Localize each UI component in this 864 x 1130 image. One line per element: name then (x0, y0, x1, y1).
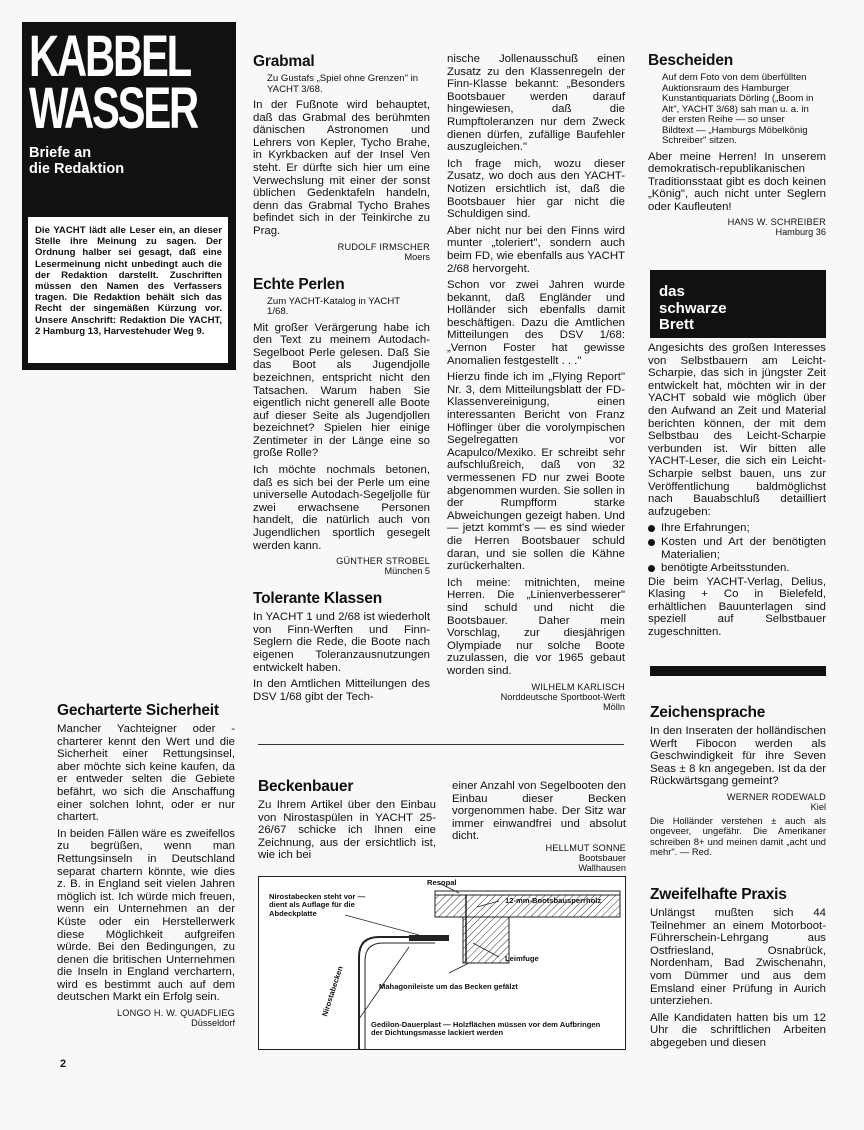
reference-note: Zu Gustafs „Spiel ohne Grenzen" in YACHT 3/68. (267, 73, 419, 95)
signature-name: WILHELM KARLISCH (531, 681, 625, 692)
signature-name: RUDOLF IRMSCHER (337, 241, 430, 252)
paragraph: Aber nicht nur bei den Finns wird munter „toleriert", sondern auch beim FD, wie ebenfalls aus YACHT 2/68 hervorgeht. (447, 224, 625, 275)
signature-name: HELLMUT SONNE (545, 842, 626, 853)
brett-line-1: das (659, 283, 685, 300)
masthead-subtitle-2: die Redaktion (29, 161, 125, 177)
label-leimfuge: Leimfuge (505, 954, 539, 963)
paragraph: Alle Kandidaten hatten bis um 12 Uhr die schriftlichen Arbeiten abgegeben und diesen (650, 1011, 826, 1049)
page-number: 2 (60, 1058, 67, 1070)
paragraph: nische Jollenausschuß einen Zusatz zu den Klassenregeln der Finn-Klasse bekannt: „Besonders Bootsbauer werden darauf hingewiesen, daß die Rumpftoleranzen nur dem Zweck dienen dürfen, zufällige Baufehler auszugleichen." (447, 53, 625, 154)
paragraph: Angesichts des großen Interesses von Selbstbauern am Leicht-Scharpie, das sich in jüngster Zeit entwickelt hat, möchten wir in der YACHT sobald wie möglich über den Aufwand an Zeit und Material berichten können, der mit dem Selbstbau des Leicht-Scharpie verbunden ist. Wir bitten alle YACHT-Leser, die sich ein Leicht-Scharpie selbst bauen, uns zur Veröffentlichung baldmöglichst nach Bauabschluß detailliert aufzugeben: (648, 342, 826, 518)
masthead (22, 22, 236, 370)
signature (253, 556, 430, 576)
signature-place: Moers (404, 251, 430, 262)
signature-place: Hamburg 36 (775, 227, 826, 238)
signature-name: GÜNTHER STROBEL (336, 556, 430, 567)
article-title-perlen: Echte Perlen (253, 275, 345, 293)
sink-lip (409, 935, 449, 941)
paragraph: Schon vor zwei Jahren wurde bekannt, daß Engländer und Holländer sich ebenfalls damit beschäftigen. Dazu die Amtlichen Mitteilungen des DSV 1/68: „Vernon Foster hat gewisse Anomalien festgestellt . . ." (447, 279, 625, 367)
paragraph: In den Inseraten der holländischen Werft Fibocon werden als Geschwindigkeit für ihre Seven Seas ± 8 kn angegeben. Ist da der Rückwärtsgang gemeint? (650, 725, 826, 788)
brett-line-3: Brett (659, 316, 695, 333)
list-item: Ihre Erfahrungen; (648, 522, 826, 535)
article-beckenbauer-cont (452, 780, 626, 877)
paragraph: Ich meine: mitnichten, meine Herren. Die „Linienverbesserer" sind schuld und nicht die Bootsbauer. Daher mein Vorschlag, zur diesjährigen Olympiade nur solche Boote zuzulassen, die vor 1965 gebaut worden sind. (447, 576, 625, 677)
article-title: Zeichensprache (650, 704, 766, 721)
schwarze-brett-body (648, 342, 826, 643)
article-title: Zweifelhafte Praxis (650, 886, 787, 903)
paragraph: Mit großer Verärgerung habe ich den Text zu meinem Autodach-Segelboot Perle gelesen. Daß Sie das Boot als Jugendjolle bezeichnen, entspricht nicht den Tatsachen. Warum haben Sie eigentlich nicht generell alle Boote auf dieser Seite als Jugendjollen bezeichnet? Spielen hier einige Zentimeter in der Länge eine so große Rolle? (253, 321, 430, 460)
masthead-title-kabbel: KABBEL (29, 24, 191, 89)
list-item: Kosten und Art der benötigten Materialien; (648, 536, 826, 561)
bullet-icon (648, 565, 655, 572)
article-zweifelhafte-praxis (650, 886, 826, 1054)
signature (253, 242, 430, 262)
paragraph: Aber meine Herren! In unserem demokratisch-republikanischen Traditionsstaat gibt es doch keinen „König", auch nicht unter Seglern oder Kaufleuten! (648, 150, 826, 213)
article-title-tolerante: Tolerante Klassen (253, 590, 382, 608)
signature-name: HANS W. SCHREIBER (727, 217, 826, 228)
column-2 (253, 53, 430, 707)
reference-note: Zum YACHT-Katalog in YACHT 1/68. (267, 295, 400, 318)
label-gedilon: Gedilon-Dauerplast — Holzflächen müssen vor dem Aufbringen der Dichtungsmasse lackiert werden (371, 1020, 601, 1038)
article-beckenbauer (258, 778, 436, 866)
article-title: Beckenbauer (258, 778, 354, 795)
masthead-info-box: Die YACHT lädt alle Leser ein, an dieser Stelle ihre Meinung zu sagen. Der Ordnung halber sei gesagt, daß eine Lesermeinung nicht unbedingt auch die der Redaktion darstellt. Zuschriften müssen den Namen des Verfassers tragen. Die Redaktion behält sich das Recht der singemäßen Kürzung vor. Unsere Anschrift: Redaktion Die YACHT, 2 Hamburg 13, Harvestehuder Weg 9. (28, 217, 228, 363)
masthead-title-wasser: WASSER (29, 76, 198, 141)
paragraph: Ich möchte nochmals betonen, daß es sich bei der Perle um eine universelle Autodach-Segeljolle für zwei erwachsene Personen handelt, die natürlich auch von Jugendlichen sportlich gesegelt werden kann. (253, 464, 430, 552)
article-gecharterte-sicherheit (57, 702, 235, 1032)
signature-place: Bootsbauer (579, 852, 626, 863)
signature (57, 1008, 235, 1028)
signature-place: Mölln (603, 701, 625, 712)
mahogany-strip (463, 917, 509, 963)
signature (452, 843, 626, 873)
signature-place: Kiel (810, 801, 826, 812)
section-divider (258, 744, 624, 745)
label-nirostabecken-vor: Nirostabecken steht vor — dient als Auflage für die Abdeckplatte (269, 892, 366, 918)
bullet-icon (648, 539, 655, 546)
sink-installation-diagram (258, 876, 626, 1050)
signature-name: LONGO H. W. QUADFLIEG (116, 1008, 235, 1019)
signature-place: Wallhausen (578, 862, 626, 873)
paragraph: Ich frage mich, wozu dieser Zusatz, wo doch aus den YACHT-Notizen ersichtlich ist, daß die Bootsbauer hier gar nicht die Schuldigen sind. (447, 157, 625, 221)
editor-note: Die Holländer verstehen ± auch als ongeveer, ungefähr. Die Amerikaner schreiben 8+ und meinen damit „acht und mehr". — Red. (650, 814, 826, 858)
reference-note: Auf dem Foto von dem überfüllten Auktionsraum des Hamburger Kunstantiquariats Dörling („Boom in Alt", YACHT 3/68) sah man u. a. in der ersten Reihe — so unser Bildtext — „Hamburgs Möbelkönig Schreiber" sitzen. (662, 72, 814, 146)
paragraph: Unlängst mußten sich 44 Teilnehmer an einem Motorboot-Führerschein-Lehrgang aus Ostfriesland, Osnabrück, Nordenham, Bad Zwischenahn, vom Dümmer und aus dem Emsland einer Prüfung in Aurich unterziehen. (650, 907, 826, 1008)
signature-place: Düsseldorf (191, 1018, 235, 1029)
bullet-icon (648, 525, 655, 532)
article-title: Gecharterte Sicherheit (57, 702, 219, 719)
paragraph: Mancher Yachteigner oder -charterer kennt den Wert und die Sicherheit einer Rettungsinsel, aber möchte sich keine kaufen, da er entweder selten die Gebiete befährt, wo sich die Anschaffung einer solchen lohnt, oder er nur chartert. (57, 723, 235, 824)
article-zeichensprache (650, 704, 826, 862)
signature-place: Norddeutsche Sportboot-Werft (500, 691, 625, 702)
signature-name: WERNER RODEWALD (726, 791, 826, 802)
paragraph: In der Fußnote wird behauptet, daß das Grabmal des berühmten dänischen Astronomen und Lehrers von Kepler, Tycho Brahe, in Kyrkbacken auf der Insel Ven steht. Er dürfte sich hier um eine Verwechslung mit einer der sonst üblichen Gedenktafeln handeln, denn das Grabmal Tycho Brahes befindet sich in der Teinkirche zu Prag. (253, 99, 430, 237)
paragraph: Zu Ihrem Artikel über den Einbau von Nirostaspülen in YACHT 25-26/67 schicke ich Ihnen eine Zeichnung, aus der ersichtlich ist, wie ich bei (258, 799, 436, 862)
paragraph: einer Anzahl von Segelbooten den Einbau dieser Becken vorgenommen habe. Der Sitz war immer einwandfrei und absolut dicht. (452, 780, 626, 843)
column-4 (648, 52, 826, 241)
label-mahagonileiste: Mahagonileiste um das Becken gefälzt (379, 982, 518, 991)
paragraph: In beiden Fällen wäre es zweifellos zu begrüßen, wenn man Rettungsinseln in Deutschland separat chartern könnte, wie dies z. B. in England seit vielen Jahren möglich ist. Ich würde mich freuen, wenn ein Unternehmen an der Küste oder ein Herstellerwerk diese Möglichkeit aufgreifen würde. Bei den Bedingungen, zu denen die britischen Unternehmen die Inseln in England verchartern, wird es bestimmt auch auf dem deutschen Markt ein Erfolg sein. (57, 827, 235, 1004)
signature (648, 217, 826, 237)
list-item: benötigte Arbeitsstunden. (648, 562, 826, 575)
schwarze-brett-heading (650, 270, 826, 338)
resopal-layer (435, 891, 620, 895)
article-title-grabmal: Grabmal (253, 53, 315, 70)
label-sperrholz: 12-mm-Bootsbausperrholz (505, 896, 602, 905)
label-becken: Nirostabecken (320, 964, 345, 1018)
column-3 (447, 53, 625, 716)
paragraph: In den Amtlichen Mitteilungen des DSV 1/68 gibt der Tech- (253, 678, 430, 703)
signature (650, 792, 826, 812)
section-bar (650, 666, 826, 676)
masthead-subtitle-1: Briefe an (29, 145, 92, 161)
label-resopal: Resopal (427, 878, 457, 887)
article-title-bescheiden: Bescheiden (648, 52, 734, 69)
paragraph: Die beim YACHT-Verlag, Delius, Klasing + Co in Bielefeld, erhältlichen Bauunterlagen sind speziell auf Selbstbauer zugeschnitten. (648, 575, 826, 639)
brett-line-2: schwarze (659, 299, 727, 317)
signature-place: München 5 (384, 566, 430, 577)
paragraph: In YACHT 1 und 2/68 ist wiederholt von Finn-Werften und Finn-Seglern die Rede, die Boote nach eigenen Toleranzausnutzungen entwickelt haben. (253, 611, 430, 674)
signature (447, 682, 625, 712)
paragraph: Hierzu finde ich im „Flying Report" Nr. 3, dem Mitteilungsblatt der FD-Klassenvereinigung, einen interessanten Bericht von Franz Höflinger über die vorolympischen Segelregatten vor Acapulco/Mexiko. Er schreibt sehr aufschlußreich, daß von 32 vermessenen FD nur zwei Boote abgenommen wurden. Sie sollen in der Rumpfform starke Abweichungen gezeigt haben. Und — jetzt kommt's — es sind wieder die Herren Bootsbauer schuld daran, und sie sollen die Kähne zurückerhalten. (447, 371, 625, 573)
